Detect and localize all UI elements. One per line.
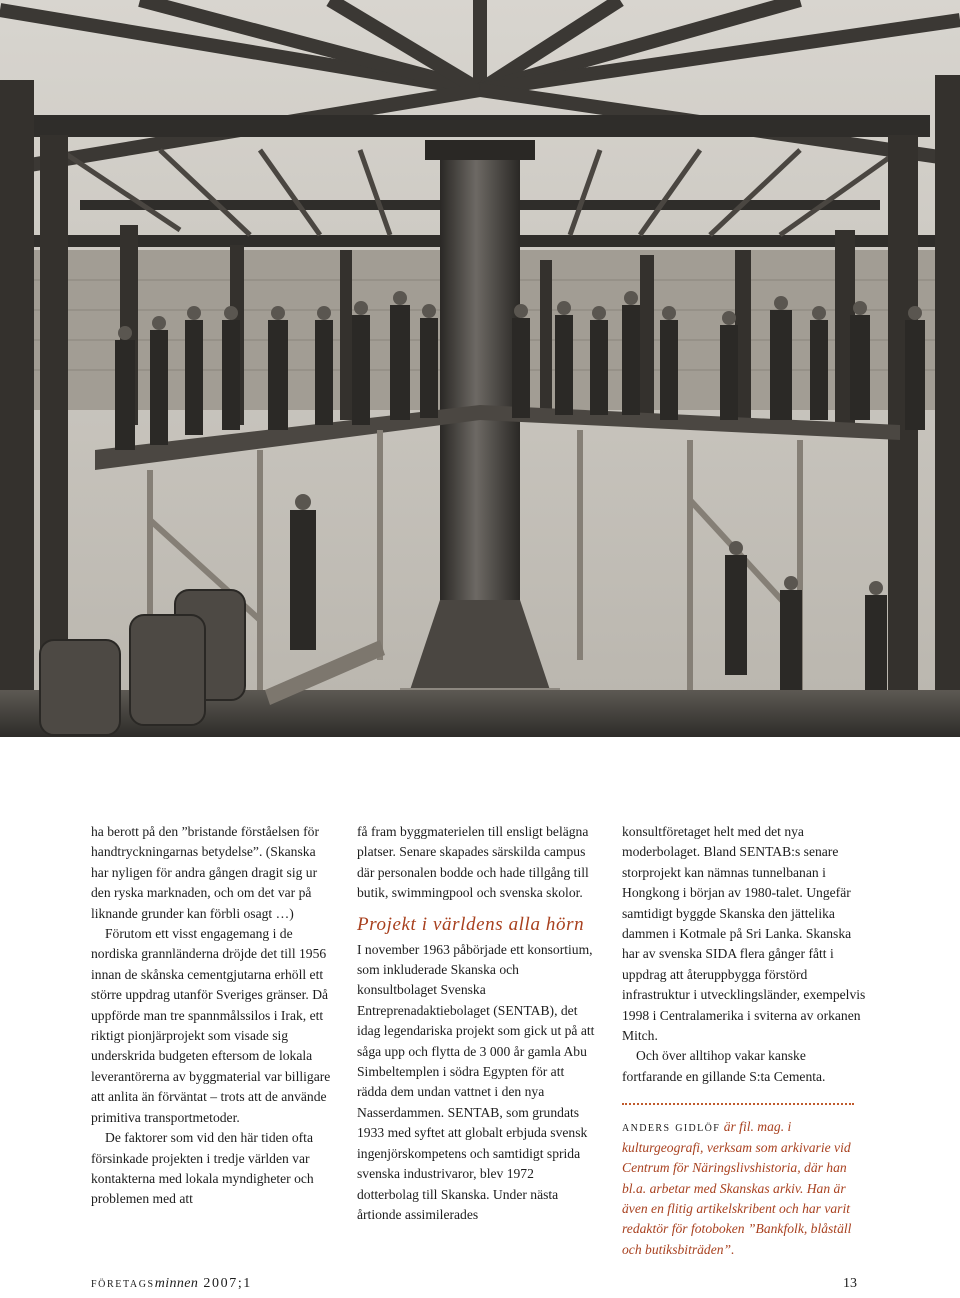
author-name: anders gidlöf [622,1119,721,1135]
author-bio [622,1117,868,1260]
magazine-italic: minnen [154,1276,199,1291]
paragraph: konsultföretaget helt med det nya moderbolaget. Bland SENTAB:s senare storprojekt kan nämnas tunnelbanan i Hongkong i början av 1980-talet. Ungefär samtidigt byggde Skanska den jättelika dammen i Kotmale på Sri Lanka. Skanska har av svenska SIDA flera gånger fått i uppdrag att återuppbygga förstörd infrastruktur i utvecklingsländer, exempelvis 1998 i Centralamerika i sviterna av orkanen Mitch. [622,824,866,1044]
paragraph: få fram byggmaterielen till ensligt belägna platser. Senare skapades särskilda campus där personalen bodde och hade tillgång till butik, swimmingpool och svenska skolor. [357,824,589,901]
paragraph: Och över alltihop vakar kanske fortfarande en gillande S:ta Cementa. [622,1048,826,1084]
page-number: 13 [843,1276,857,1291]
author-bio-text: är fil. mag. i kulturgeografi, verksam som arkivarie vid Centrum för Näringslivshistoria, där han bl.a. arbetar med Skanskas arkiv. Han är även en flitig artikelskribent och har varit redaktör för fotoboken ”Bankfolk, blåställ och butiksbiträden”. [622,1119,852,1257]
divider [622,1103,854,1105]
paragraph: I november 1963 påbörjade ett konsortium, som inkluderade Skanska och konsultbolaget Svenska Entreprenadaktiebolaget (SENTAB), det idag legendariska projekt som gick ut på att såga upp och flytta de 3 000 år gamla Abu Simbeltemplen i södra Egypten för att rädda dem undan vattnet i den nya Nasserdammen. SENTAB, som grundats 1933 med syftet att globalt erbjuda svensk ingenjörskompetens och samtidigt sprida svenska industrivaror, blev 1972 dotterbolag till Skanska. Under nästa årtionde assimilerades [357,941,595,1222]
paragraph: ha berott på den ”bristande förståelsen för handtryckningarnas betydelse”. (Skanska har nyligen för andra gången dragit sig ur den ryska marknaden, och om det var på liknande grunder kan förbli osagt …) [91,824,319,921]
text-column-3 [622,822,868,1260]
magazine-issue: 2007;1 [203,1276,252,1291]
text-column-1 [91,822,331,1210]
magazine-name [91,1276,252,1292]
paragraph: Förutom ett visst engagemang i de nordiska grannländerna dröjde det till 1956 innan de skånska cementgjutarna erhöll ett större uppdrag utanför Sveriges gränser. Då uppförde man tre spannmålssilos i Irak, ett riktigt pionjärprojekt som visade sig underskrida budgeten eftersom de lokala leverantörerna av byggmaterial var billigare att anlita än förväntat – trots att de använde primitiva transportmetoder. [91,926,331,1125]
paragraph: De faktorer som vid den här tiden ofta försinkade projekten i tredje världen var kontakterna med lokala myndigheter och problemen med att [91,1130,314,1207]
text-column-2 [357,822,597,1225]
magazine-prefix: företags [91,1276,155,1291]
section-heading: Projekt i världens alla hörn [357,913,585,935]
